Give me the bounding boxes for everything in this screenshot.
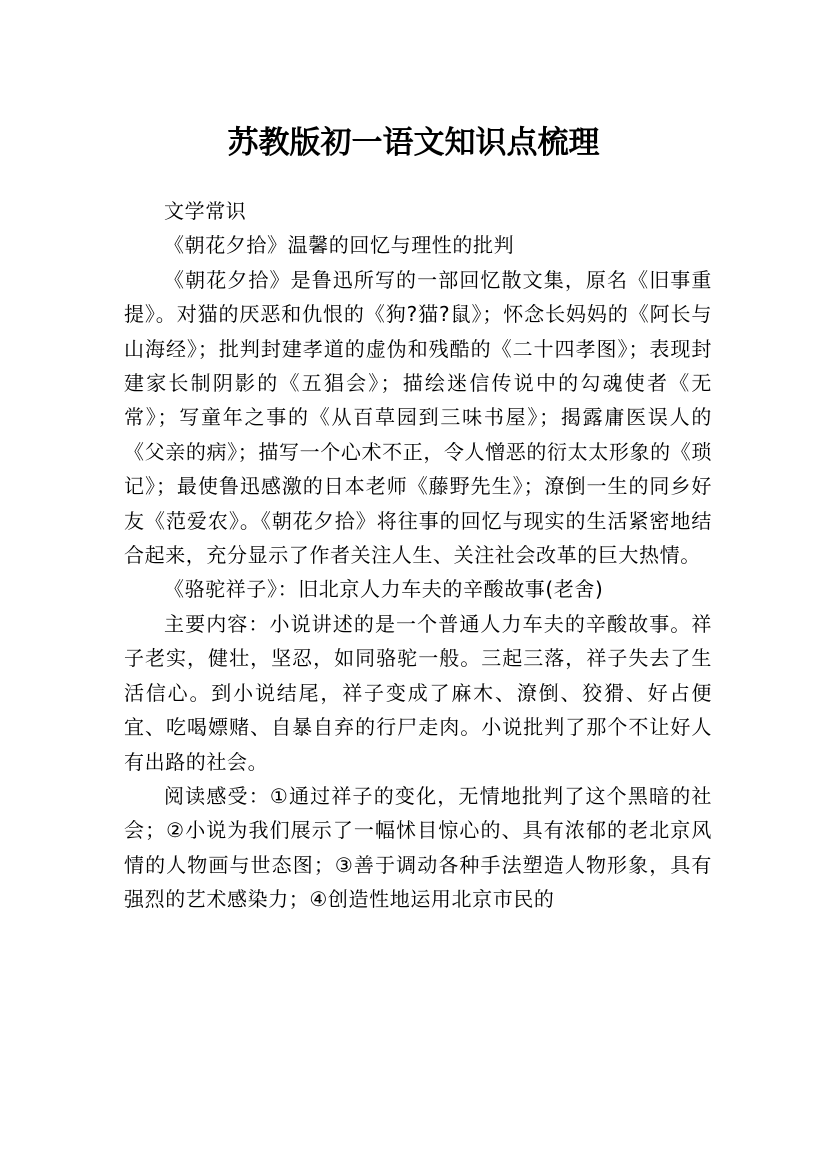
section-heading-literary-knowledge: 文学常识: [164, 199, 247, 223]
document-title: 苏教版初一语文知识点梳理: [227, 124, 600, 161]
paragraph-reading-impression: 阅读感受：①通过祥子的变化，无情地批判了这个黑暗的社会；②小说为我们展示了一幅怵目惊心的、具有浓郁的老北京风情的人物画与世态图；③善于调动各种手法塑造人物形象，具有强烈的艺术感染力；④创造性地运用北京市民的: [124, 783, 712, 912]
paragraph-main-content: 主要内容：小说讲述的是一个普通人力车夫的辛酸故事。祥子老实，健壮，坚忍，如同骆驼一般。三起三落，祥子失去了生活信心。到小说结尾，祥子变成了麻木、潦倒、狡猾、好占便宜、吃喝嫖赌、自暴自弃的行尸走肉。小说批判了那个不让好人有出路的社会。: [124, 611, 712, 774]
book-heading-luotuoxiangzi: 《骆驼祥子》：旧北京人力车夫的辛酸故事(老舍): [164, 577, 604, 602]
paragraph-zhaohuaxishi-summary: 《朝花夕拾》是鲁迅所写的一部回忆散文集，原名《旧事重提》。对猫的厌恶和仇恨的《狗?猫?鼠》；怀念长妈妈的《阿长与山海经》；批判封建孝道的虚伪和残酷的《二十四孝图》；表现封建家长制阴影的《五猖会》；描绘迷信传说中的勾魂使者《无常》；写童年之事的《从百草园到三味书屋》；揭露庸医误人的《父亲的病》；描写一个心术不正，令人憎恶的衍太太形象的《琐记》；最使鲁迅感激的日本老师《藤野先生》；潦倒一生的同乡好友《范爱农》。《朝花夕拾》将往事的回忆与现实的生活紧密地结合起来，充分显示了作者关注人生、关注社会改革的巨大热情。: [124, 267, 712, 568]
document-body: [124, 194, 712, 917]
book-heading-zhaohuaxishi: 《朝花夕拾》温馨的回忆与理性的批判: [164, 233, 515, 258]
